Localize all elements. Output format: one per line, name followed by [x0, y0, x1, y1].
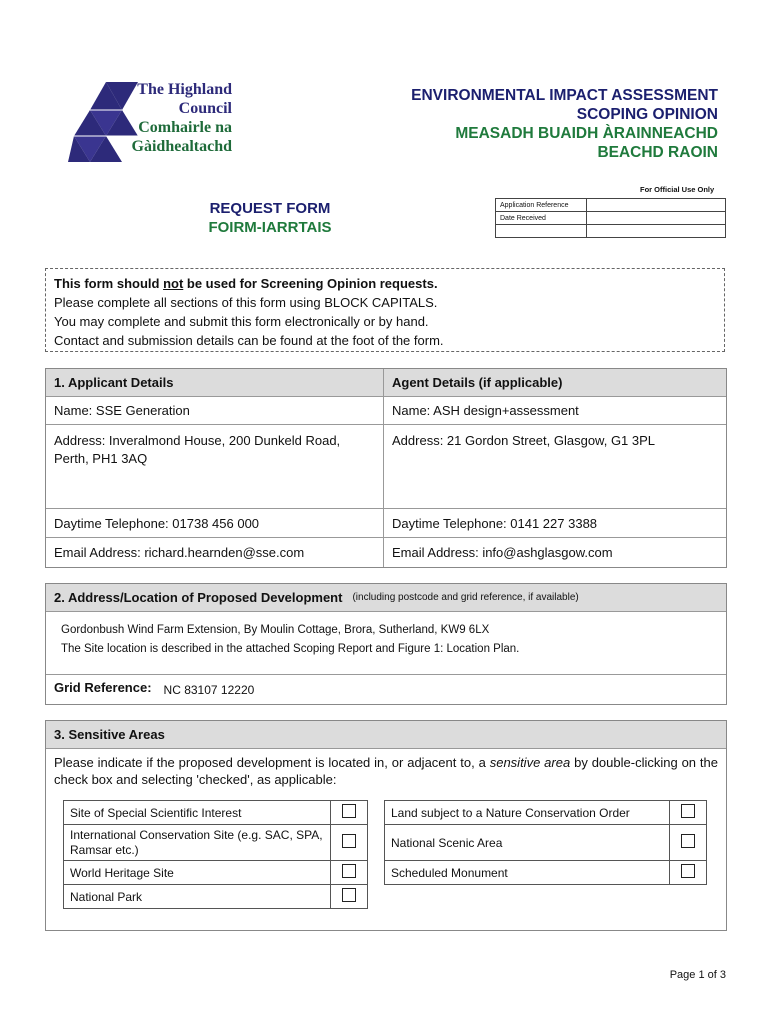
- international-conservation-checkbox[interactable]: [342, 834, 356, 848]
- request-title-en: REQUEST FORM: [209, 200, 331, 217]
- applicant-header: 1. Applicant Details: [46, 369, 384, 397]
- grid-reference-field[interactable]: NC 83107 12220: [163, 682, 255, 697]
- official-use-table: [495, 198, 726, 238]
- location-description-field[interactable]: [46, 612, 726, 675]
- agent-address-field[interactable]: Address: 21 Gordon Street, Glasgow, G1 3PL: [384, 425, 726, 509]
- instructions-notice: [45, 268, 725, 352]
- sssi-checkbox[interactable]: [342, 804, 356, 818]
- official-blank-cell: [496, 225, 587, 238]
- sensitive-areas-left-table: [63, 800, 368, 909]
- applicant-address-field[interactable]: [46, 425, 384, 509]
- title-gd-line2: BEACHD RAOIN: [597, 144, 718, 161]
- grid-reference-row: [46, 675, 726, 700]
- applicant-name-field[interactable]: Name: SSE Generation: [46, 397, 384, 425]
- official-use-label: For Official Use Only: [640, 185, 715, 194]
- sensitive-areas-header: 3. Sensitive Areas: [46, 721, 726, 749]
- scheduled-monument-checkbox[interactable]: [681, 864, 695, 878]
- council-name-en-1: The Highland: [137, 81, 232, 98]
- location-line1: Gordonbush Wind Farm Extension, By Moulin Cottage, Brora, Sutherland, KW9 6LX: [61, 624, 490, 636]
- title-en-line1: ENVIRONMENTAL IMPACT ASSESSMENT: [411, 87, 718, 104]
- page-number: Page 1 of 3: [669, 969, 726, 981]
- sensitive-area-label: Scheduled Monument: [385, 861, 670, 885]
- section-applicant-agent: [45, 368, 727, 568]
- national-scenic-area-checkbox[interactable]: [681, 834, 695, 848]
- document-title: [411, 86, 718, 162]
- council-logo: [68, 80, 248, 164]
- world-heritage-checkbox[interactable]: [342, 864, 356, 878]
- nature-conservation-order-checkbox[interactable]: [681, 804, 695, 818]
- notice-line4: Contact and submission details can be found at the foot of the form.: [54, 333, 444, 348]
- applicant-email-field[interactable]: Email Address: richard.hearnden@sse.com: [46, 538, 384, 567]
- sensitive-areas-right-table: [384, 800, 707, 885]
- app-ref-label: Application Reference: [496, 199, 587, 212]
- title-en-line2: SCOPING OPINION: [576, 106, 718, 123]
- grid-reference-label: Grid Reference:: [54, 680, 152, 695]
- sensitive-area-label: Site of Special Scientific Interest: [64, 801, 331, 825]
- council-name-gd-2: Gàidhealtachd: [131, 138, 232, 155]
- location-header: [46, 584, 726, 612]
- sensitive-area-label: International Conservation Site (e.g. SAC, SPA, Ramsar etc.): [64, 825, 331, 861]
- location-header-note: (including postcode and grid reference, if available): [352, 592, 579, 603]
- section-location: [45, 583, 727, 705]
- location-header-label: 2. Address/Location of Proposed Development: [54, 590, 343, 605]
- council-name-gd-1: Comhairle na: [138, 119, 232, 136]
- location-line2: The Site location is described in the attached Scoping Report and Figure 1: Location Plan.: [61, 643, 520, 655]
- app-ref-field[interactable]: [587, 199, 726, 212]
- sensitive-area-label: World Heritage Site: [64, 861, 331, 885]
- date-received-label: Date Received: [496, 212, 587, 225]
- request-form-title: [190, 199, 350, 237]
- applicant-phone-field[interactable]: Daytime Telephone: 01738 456 000: [46, 509, 384, 538]
- council-logo-icon: [68, 82, 138, 164]
- applicant-address-line1: Address: Inveralmond House, 200 Dunkeld Road,: [54, 433, 341, 448]
- agent-header: Agent Details (if applicable): [384, 369, 726, 397]
- sensitive-area-label: National Park: [64, 885, 331, 909]
- notice-line3: You may complete and submit this form electronically or by hand.: [54, 314, 429, 329]
- sensitive-area-label: Land subject to a Nature Conservation Order: [385, 801, 670, 825]
- sensitive-areas-instructions: Please indicate if the proposed development is located in, or adjacent to, a sensitive area by double-clicking on the check box and selecting 'checked', as applicable:: [54, 755, 718, 787]
- agent-name-field[interactable]: Name: ASH design+assessment: [384, 397, 726, 425]
- council-name-en-2: Council: [178, 100, 232, 117]
- notice-line1: This form should not be used for Screening Opinion requests.: [54, 276, 438, 291]
- agent-phone-field[interactable]: Daytime Telephone: 0141 227 3388: [384, 509, 726, 538]
- request-title-gd: FOIRM-IARRTAIS: [208, 219, 332, 236]
- notice-line2: Please complete all sections of this form using BLOCK CAPITALS.: [54, 295, 438, 310]
- agent-email-field[interactable]: Email Address: info@ashglasgow.com: [392, 545, 613, 560]
- sensitive-area-label: National Scenic Area: [385, 825, 670, 861]
- official-blank-field[interactable]: [587, 225, 726, 238]
- title-gd-line1: MEASADH BUAIDH ÀRAINNEACHD: [455, 125, 718, 142]
- date-received-field[interactable]: [587, 212, 726, 225]
- applicant-address-line2: Perth, PH1 3AQ: [54, 451, 148, 466]
- national-park-checkbox[interactable]: [342, 888, 356, 902]
